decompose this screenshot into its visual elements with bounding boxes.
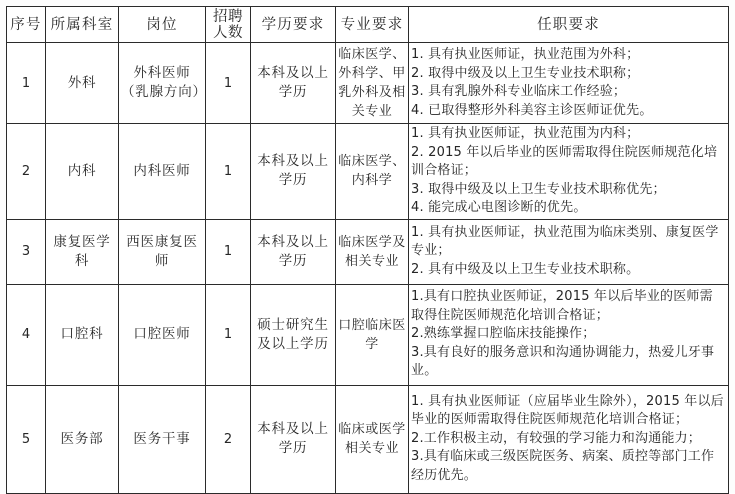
table-header: [7, 7, 729, 43]
cell-requirements: [409, 124, 729, 220]
requirement-line: 2. 具有中级及以上卫生专业技术职称。: [411, 261, 640, 277]
requirement-line: 4. 能完成心电图诊断的优先。: [411, 200, 587, 215]
requirement-line: 3.具有良好的服务意识和沟通协调能力，热爱儿牙事业。: [411, 344, 715, 379]
cell-major: 临床医学、内科学: [336, 124, 409, 220]
cell-seq: 5: [7, 385, 46, 493]
cell-requirements: [409, 43, 729, 124]
table-row: [7, 219, 729, 284]
cell-seq: 3: [7, 219, 46, 284]
cell-requirements: [409, 284, 729, 385]
column-header-requirements: 任职要求: [409, 7, 729, 43]
cell-position: 内科医师: [119, 124, 206, 220]
table-row: [7, 43, 729, 124]
requirement-line: 3. 具有乳腺外科专业临床工作经验；: [411, 84, 627, 99]
requirement-line: 1. 具有执业医师证，执业范围为临床类别、康复医学专业；: [411, 224, 719, 259]
table-row: [7, 385, 729, 493]
cell-major: 临床医学、外科学、甲乳外科及相关专业: [336, 43, 409, 124]
column-header-seq: 序号: [7, 7, 46, 43]
requirement-line: 1. 具有执业医师证，执业范围为内科；: [411, 126, 640, 141]
cell-headcount: 1: [206, 124, 251, 220]
requirement-line: 2. 取得中级及以上卫生专业技术职称；: [411, 65, 640, 81]
column-header-headcount: 招聘人数: [206, 7, 251, 43]
cell-requirements: [409, 385, 729, 493]
requirement-line: 2.工作积极主动，有较强的学习能力和沟通能力；: [411, 430, 702, 446]
cell-education: 本科及以上学历: [251, 43, 336, 124]
cell-major: 口腔临床医学: [336, 284, 409, 385]
cell-education: 本科及以上学历: [251, 385, 336, 493]
cell-department: 内科: [46, 124, 119, 220]
table-body: [7, 43, 729, 494]
cell-department: 外科: [46, 43, 119, 124]
column-header-education: 学历要求: [251, 7, 336, 43]
table-row: [7, 284, 729, 385]
cell-major: 临床或医学相关专业: [336, 385, 409, 493]
cell-seq: 1: [7, 43, 46, 124]
cell-requirements: [409, 219, 729, 284]
cell-department: 口腔科: [46, 284, 119, 385]
column-header-major: 专业要求: [336, 7, 409, 43]
recruitment-table: [6, 6, 729, 494]
cell-position: 医务干事: [119, 385, 206, 493]
requirement-line: 1.具有口腔执业医师证，2015 年以后毕业的医师需取得住院医师规范化培训合格证；: [411, 289, 713, 323]
cell-headcount: 1: [206, 284, 251, 385]
table-header-row: [7, 7, 729, 43]
requirement-line: 4. 已取得整形外科美容主诊医师证优先。: [411, 102, 653, 118]
cell-position: 口腔医师: [119, 284, 206, 385]
cell-education: 本科及以上学历: [251, 219, 336, 284]
requirement-line: 1. 具有执业医师证，执业范围为外科；: [411, 47, 640, 62]
cell-education: 硕士研究生及以上学历: [251, 284, 336, 385]
table-row: [7, 124, 729, 220]
cell-position: 西医康复医师: [119, 219, 206, 284]
cell-position: 外科医师（乳腺方向）: [119, 43, 206, 124]
cell-seq: 4: [7, 284, 46, 385]
cell-department: 医务部: [46, 385, 119, 493]
cell-seq: 2: [7, 124, 46, 220]
requirement-line: 2. 2015 年以后毕业的医师需取得住院医师规范化培训合格证；: [411, 144, 718, 178]
requirement-line: 3. 取得中级及以上卫生专业技术职称优先；: [411, 181, 666, 197]
column-header-department: 所属科室: [46, 7, 119, 43]
cell-headcount: 1: [206, 219, 251, 284]
cell-headcount: 1: [206, 43, 251, 124]
requirement-line: 3.具有临床或三级医院医务、病案、质控等部门工作经历优先。: [411, 449, 715, 483]
column-header-position: 岗位: [119, 7, 206, 43]
cell-education: 本科及以上学历: [251, 124, 336, 220]
requirement-line: 1. 具有执业医师证（应届毕业生除外），2015 年以后毕业的医师需取得住院医师规范化培训合格证；: [411, 393, 724, 428]
cell-headcount: 2: [206, 385, 251, 493]
cell-major: 临床医学及相关专业: [336, 219, 409, 284]
cell-department: 康复医学科: [46, 219, 119, 284]
requirement-line: 2.熟练掌握口腔临床技能操作；: [411, 326, 596, 342]
